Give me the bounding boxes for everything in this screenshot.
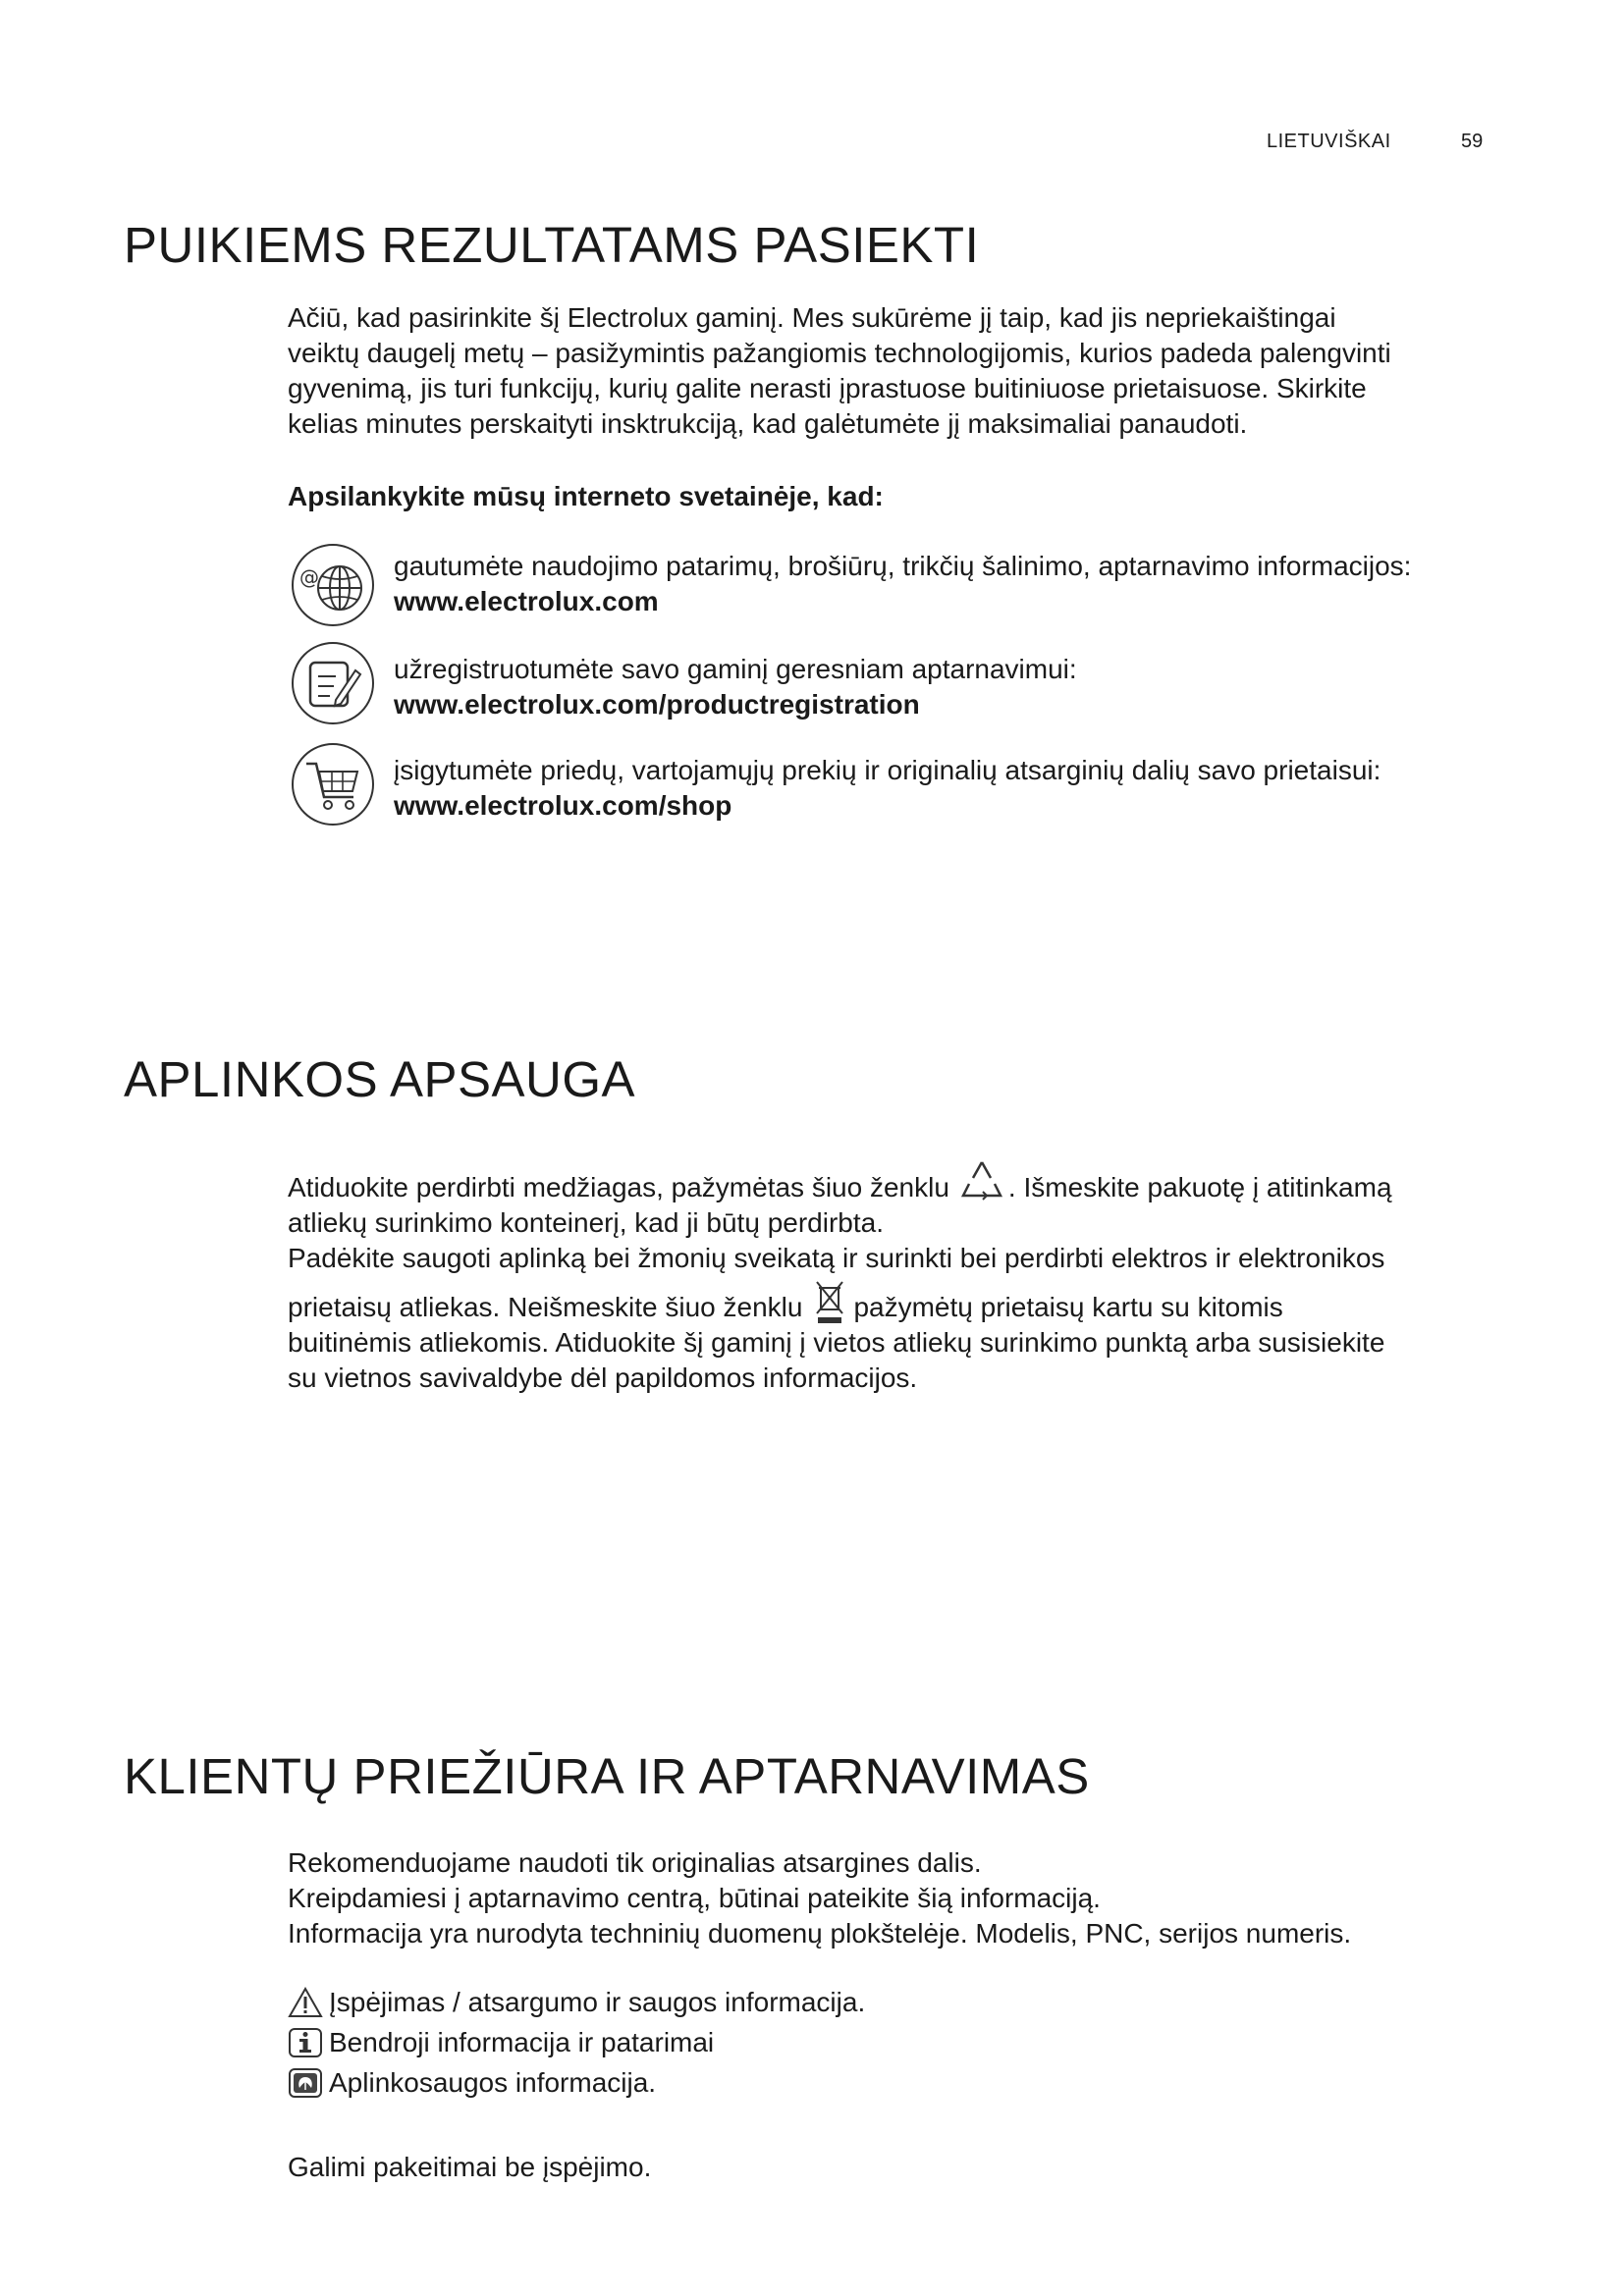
env-text: Atiduokite perdirbti medžiagas, pažymėtas šiuo ženklu xyxy=(288,1172,949,1202)
care-line: Informacija yra nurodyta techninių duomenų plokštelėje. Modelis, PNC, serijos numeris. xyxy=(288,1918,1352,1949)
warning-icon xyxy=(288,1987,323,2018)
legend-environment xyxy=(288,2065,656,2101)
info-icon xyxy=(288,2027,323,2058)
intro-paragraph xyxy=(288,300,1505,442)
link-url-registration[interactable]: www.electrolux.com/productregistration xyxy=(394,689,920,720)
svg-text:@: @ xyxy=(299,565,319,589)
environment-icon xyxy=(288,2067,323,2099)
customer-care-paragraph xyxy=(288,1845,1505,1951)
link-text-shop: įsigytumėte priedų, vartojamųjų prekių ir originalių atsarginių dalių savo prietaisui: xyxy=(394,755,1381,785)
env-line-4 xyxy=(288,1276,1505,1325)
link-url-electrolux[interactable]: www.electrolux.com xyxy=(394,586,659,616)
env-text: prietaisų atliekas. Neišmeskite šiuo ženklu xyxy=(288,1292,803,1322)
env-text: . Išmeskite pakuotę į atitinkamą xyxy=(1007,1172,1392,1202)
link-text-registration: užregistruotumėte savo gaminį geresniam aptarnavimui: xyxy=(394,654,1077,684)
header-language: LIETUVIŠKAI xyxy=(1267,131,1391,152)
cart-icon xyxy=(291,742,375,827)
footer-note: Galimi pakeitimai be įspėjimo. xyxy=(288,2152,652,2182)
legend-text: Bendroji informacija ir patarimai xyxy=(329,2027,715,2057)
legend-text: Aplinkosaugos informacija. xyxy=(329,2067,657,2098)
section-title-environment: APLINKOS APSAUGA xyxy=(124,1051,636,1107)
intro-line: kelias minutes perskaityti insktrukciją, kad galėtumėte jį maksimaliai panaudoti. xyxy=(288,408,1248,439)
link-text-support: gautumėte naudojimo patarimų, brošiūrų, trikčių šalinimo, aptarnavimo informacijos: xyxy=(394,551,1412,581)
care-line: Kreipdamiesi į aptarnavimo centrą, būtinai pateikite šią informaciją. xyxy=(288,1883,1101,1913)
section-title-customer-care: KLIENTŲ PRIEŽIŪRA IR APTARNAVIMAS xyxy=(124,1748,1090,1804)
legend-info xyxy=(288,2025,714,2060)
intro-line: veiktų daugelį metų – pasižymintis pažangiomis technologijomis, kurios padeda palengvinti xyxy=(288,338,1391,368)
link-url-shop[interactable]: www.electrolux.com/shop xyxy=(394,790,732,821)
env-line-3: Padėkite saugoti aplinką bei žmonių sveikatą ir surinkti bei perdirbti elektros ir elektronikos xyxy=(288,1243,1385,1273)
page-number: 59 xyxy=(1461,131,1484,152)
env-line-1 xyxy=(288,1154,1505,1205)
legend-warning xyxy=(288,1985,865,2020)
crossed-bin-icon xyxy=(812,1278,847,1325)
visit-heading: Apsilankykite mūsų interneto svetainėje, kad: xyxy=(288,481,884,511)
legend-text: Įspėjimas / atsargumo ir saugos informacija. xyxy=(329,1987,866,2017)
environment-paragraph xyxy=(288,1154,1505,1396)
section-title-results: PUIKIEMS REZULTATAMS PASIEKTI xyxy=(124,217,980,273)
care-line: Rekomenduojame naudoti tik originalias atsargines dalis. xyxy=(288,1847,982,1878)
env-line-2: atliekų surinkimo konteinerį, kad ji būtų perdirbta. xyxy=(288,1207,884,1238)
env-line-5: buitinėmis atliekomis. Atiduokite šį gaminį į vietos atliekų surinkimo punktą arba susisiekite xyxy=(288,1327,1385,1358)
register-icon xyxy=(291,641,375,725)
recycle-icon xyxy=(957,1156,1006,1205)
env-line-6: su vietnos savivaldybe dėl papildomos informacijos. xyxy=(288,1362,918,1393)
env-text: pažymėtų prietaisų kartu su kitomis xyxy=(853,1292,1283,1322)
intro-line: Ačiū, kad pasirinkite šį Electrolux gaminį. Mes sukūrėme jį taip, kad jis nepriekaištingai xyxy=(288,302,1336,333)
intro-line: gyvenimą, jis turi funkcijų, kurių galite nerasti įprastuose buitiniuose prietaisuose. Skirkite xyxy=(288,373,1367,403)
globe-icon xyxy=(291,543,375,627)
